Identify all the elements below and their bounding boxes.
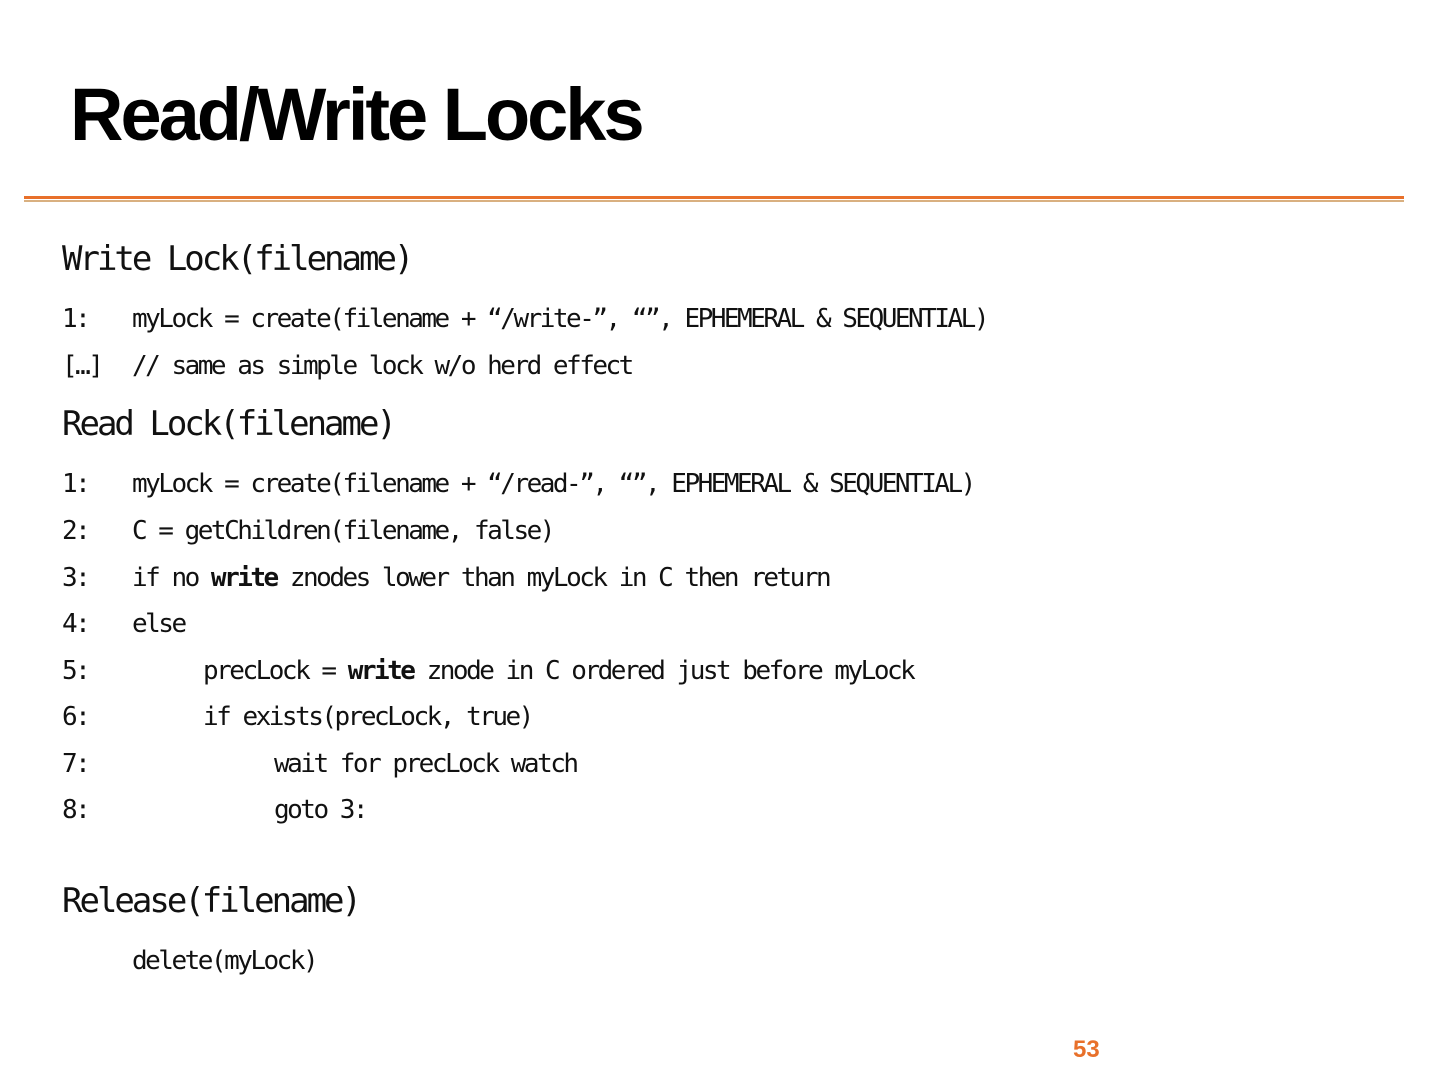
code-text: delete(myLock) xyxy=(132,946,317,976)
line-number: 2: xyxy=(62,516,89,546)
write-lock-heading: Write Lock(filename) xyxy=(62,239,412,279)
code-text: wait for precLock watch xyxy=(274,749,577,779)
code-text: myLock = create(filename + “/write-”, “”, EPHEMERAL & SEQUENTIAL) xyxy=(132,304,987,334)
title-divider xyxy=(24,196,1404,202)
code-keyword-write: write xyxy=(347,656,414,686)
code-text: goto 3: xyxy=(274,795,367,825)
code-suffix: znodes lower than myLock in C then return xyxy=(276,563,830,593)
code-text xyxy=(132,562,829,594)
code-keyword-write: write xyxy=(210,563,277,593)
code-prefix: if no xyxy=(132,563,211,593)
code-prefix: precLock = xyxy=(203,656,348,686)
page-number: 53 xyxy=(1073,1036,1100,1063)
code-suffix: znode in C ordered just before myLock xyxy=(413,656,914,686)
code-text: else xyxy=(132,609,185,639)
line-number: 3: xyxy=(62,563,89,593)
code-text xyxy=(203,655,913,687)
code-comment: // same as simple lock w/o herd effect xyxy=(132,351,632,381)
read-lock-heading: Read Lock(filename) xyxy=(62,404,394,444)
code-text: C = getChildren(filename, false) xyxy=(132,516,553,546)
line-number: 5: xyxy=(62,656,89,686)
line-number: 4: xyxy=(62,609,89,639)
line-number: 1: xyxy=(62,469,89,499)
line-number: 1: xyxy=(62,304,89,334)
line-number: 6: xyxy=(62,702,89,732)
code-text: myLock = create(filename + “/read-”, “”, EPHEMERAL & SEQUENTIAL) xyxy=(132,469,974,499)
release-heading: Release(filename) xyxy=(62,881,359,921)
code-text: if exists(precLock, true) xyxy=(203,702,532,732)
line-number: […] xyxy=(62,351,102,381)
slide-title: Read/Write Locks xyxy=(70,73,642,156)
line-number: 8: xyxy=(62,795,89,825)
line-number: 7: xyxy=(62,749,89,779)
